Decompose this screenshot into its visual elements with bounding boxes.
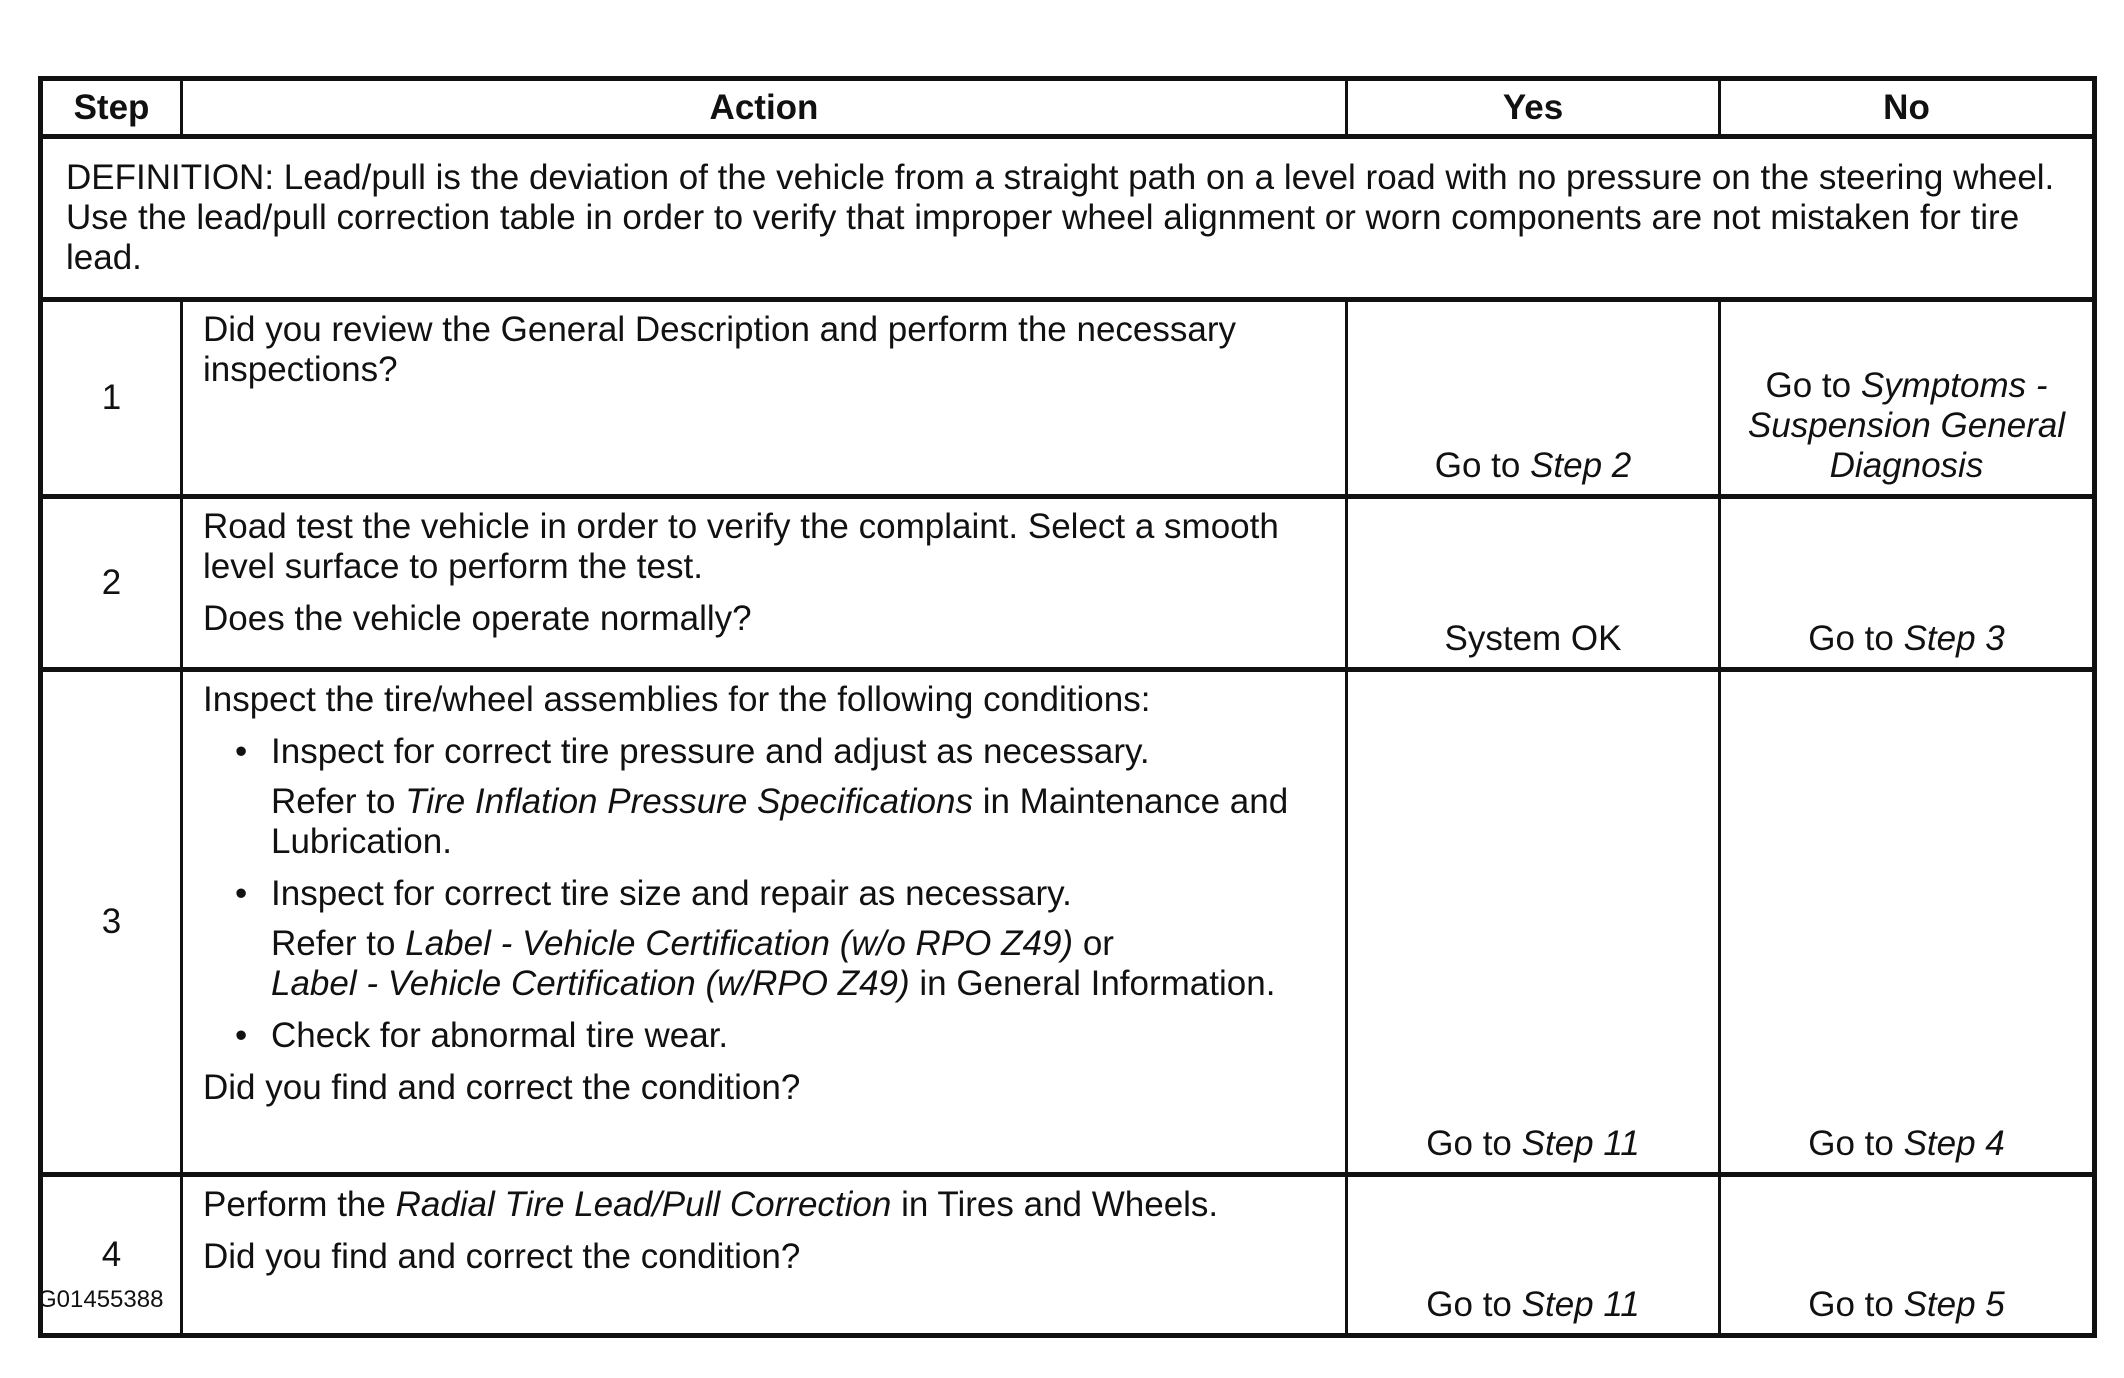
yes-result: [1347, 300, 1720, 497]
no-result: [1720, 1175, 2095, 1336]
step-number: 2: [41, 497, 182, 670]
bullet-item: [203, 1016, 1325, 1056]
ref-prefix: Refer to: [271, 924, 406, 963]
ref-link-label-w-z49[interactable]: Label - Vehicle Certification (w/RPO Z49): [271, 964, 910, 1003]
no-symptoms-link[interactable]: Symptoms - Suspension General Diagnosis: [1747, 366, 2066, 485]
ref-link-tire-inflation[interactable]: Tire Inflation Pressure Specifications: [405, 782, 973, 821]
yes-prefix: Go to: [1426, 1285, 1522, 1324]
action-question: Did you find and correct the condition?: [203, 1237, 801, 1276]
action-text: Road test the vehicle in order to verify the complaint. Select a smooth level surface to perform the test.: [203, 507, 1279, 586]
bullet-text: Inspect for correct tire pressure and adjust as necessary.: [271, 732, 1150, 771]
ref-suffix: in General Information.: [909, 964, 1276, 1003]
definition-text: DEFINITION: Lead/pull is the deviation of the vehicle from a straight path on a level road with no pressure on the steering wheel. Use the lead/pull correction table in order to verify that improper wheel alignment or worn components are not mistaken for tire lead.: [41, 137, 2095, 300]
action-question: Did you find and correct the condition?: [203, 1068, 801, 1107]
table-row: [41, 300, 2095, 497]
no-step-link[interactable]: Step 5: [1903, 1285, 2005, 1324]
table-row: [41, 1175, 2095, 1336]
no-prefix: Go to: [1808, 619, 1904, 658]
action-question: Does the vehicle operate normally?: [203, 599, 752, 638]
no-prefix: Go to: [1808, 1285, 1904, 1324]
header-action: Action: [182, 79, 1347, 137]
step-number: 1: [41, 300, 182, 497]
step-number: 4: [41, 1175, 182, 1336]
action-link-radial-tire[interactable]: Radial Tire Lead/Pull Correction: [395, 1185, 892, 1224]
table-row: [41, 497, 2095, 670]
yes-prefix: Go to: [1434, 446, 1531, 485]
lead-pull-diagnostic-table: [38, 76, 2097, 1338]
no-prefix: Go to: [1808, 1124, 1904, 1163]
bullet-dot-icon: •: [235, 1016, 248, 1055]
ref-prefix: Refer to: [271, 782, 406, 821]
bullet-dot-icon: •: [235, 874, 248, 913]
figure-id: G01455388: [38, 1286, 164, 1313]
definition-row: [41, 137, 2095, 300]
header-yes: Yes: [1347, 79, 1720, 137]
no-result: [1720, 497, 2095, 670]
step-action: [182, 300, 1347, 497]
no-step-link[interactable]: Step 3: [1903, 619, 2005, 658]
bullet-text: Inspect for correct tire size and repair as necessary.: [271, 874, 1072, 913]
bullet-dot-icon: •: [235, 732, 248, 771]
no-result: [1720, 670, 2095, 1175]
ref-suffix: in Maintenance and Lubrication.: [271, 782, 1289, 861]
action-prefix: Perform the: [203, 1185, 396, 1224]
bullet-item: [203, 732, 1325, 772]
step-action: [182, 1175, 1347, 1336]
yes-step-link[interactable]: Step 2: [1530, 446, 1632, 485]
step-action: [182, 670, 1347, 1175]
action-text: [203, 1185, 1325, 1225]
yes-result: [1347, 670, 1720, 1175]
step-number: 3: [41, 670, 182, 1175]
yes-step-link[interactable]: Step 11: [1521, 1285, 1640, 1324]
action-question: Did you review the General Description and perform the necessary inspections?: [203, 310, 1236, 389]
yes-prefix: Go to: [1426, 1124, 1522, 1163]
step-action: [182, 497, 1347, 670]
no-step-link[interactable]: Step 4: [1903, 1124, 2005, 1163]
header-no: No: [1720, 79, 2095, 137]
action-suffix: in Tires and Wheels.: [891, 1185, 1219, 1224]
no-result: [1720, 300, 2095, 497]
action-intro: Inspect the tire/wheel assemblies for the following conditions:: [203, 680, 1151, 719]
yes-result: [1347, 1175, 1720, 1336]
yes-result: System OK: [1347, 497, 1720, 670]
no-prefix: Go to: [1765, 366, 1861, 405]
bullet-text: Check for abnormal tire wear.: [271, 1016, 729, 1055]
header-row: [41, 79, 2095, 137]
bullet-reference: [203, 782, 1325, 862]
header-step: Step: [41, 79, 182, 137]
ref-link-label-wo-z49[interactable]: Label - Vehicle Certification (w/o RPO Z49): [405, 924, 1074, 963]
bullet-item: [203, 874, 1325, 914]
yes-step-link[interactable]: Step 11: [1521, 1124, 1640, 1163]
ref-mid: or: [1073, 924, 1114, 963]
table-row: [41, 670, 2095, 1175]
bullet-reference: [203, 924, 1325, 1004]
